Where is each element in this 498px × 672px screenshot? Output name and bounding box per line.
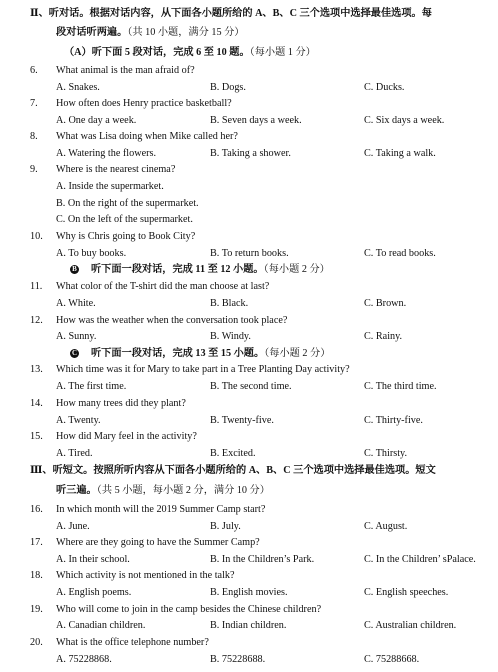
option-b[interactable]: B. English movies. [210,587,288,598]
question-14: 14. How many trees did they plant? [30,398,186,409]
question-17: 17. Where are they going to have the Summer Camp? [30,537,260,548]
question-12: 12. How was the weather when the conversation took place? [30,315,288,326]
question-9-option-b [0,196,498,212]
question-12-options [0,329,498,345]
part-c-marker-icon: C [71,349,78,358]
question-10-options [0,246,498,262]
part-a-heading [0,45,498,61]
option-a[interactable]: A. One day a week. [56,115,137,126]
option-a[interactable]: A. Snakes. [56,82,100,93]
option-c[interactable]: C. Australian children. [364,620,457,631]
part-b-marker-icon: B [70,265,79,274]
option-b[interactable]: B. To return books. [210,248,289,259]
option-c[interactable]: C. Brown. [364,298,407,309]
question-11: 11. What color of the T-shirt did the man choose at last? [30,281,270,292]
option-a[interactable]: A. Twenty. [56,415,101,426]
question-14-options [0,413,498,429]
question-18-options [0,585,498,601]
option-a[interactable]: A. Sunny. [56,331,97,342]
option-b[interactable]: B. July. [210,521,241,532]
section-2-title-line2 [0,25,498,41]
section-3-title-text: Ⅲ、听短文。按照所听内容从下面各小题所给的 A、B、C 三个选项中选择最佳选项。短文 [30,465,436,476]
option-b[interactable]: B. Windy. [210,331,251,342]
option-c[interactable]: C. 75288668. [364,654,420,665]
section-2-title-line2-text: 段对话听两遍。（共 10 小题，满分 15 分） [56,27,245,38]
option-c[interactable]: C. Ducks. [364,82,405,93]
question-9-option-c [0,212,498,228]
option-c[interactable]: C. On the left of the supermarket. [56,214,193,225]
question-7: 7. How often does Henry practice basketball? [30,98,232,109]
option-c[interactable]: C. August. [364,521,408,532]
option-a[interactable]: A. Tired. [56,448,93,459]
part-b-heading [0,262,498,278]
option-a[interactable]: A. White. [56,298,96,309]
question-19-options [0,618,498,634]
option-b[interactable]: B. Black. [210,298,249,309]
option-c[interactable]: C. Thirty-five. [364,415,423,426]
question-9-option-a [0,179,498,195]
option-c[interactable]: C. The third time. [364,381,437,392]
option-a[interactable]: A. The first time. [56,381,127,392]
question-17-options [0,552,498,568]
section-2-title-text: Ⅱ、听对话。根据对话内容，从下面各小题所给的 A、B、C 三个选项中选择最佳选项。每 [30,8,432,19]
option-c[interactable]: C. Rainy. [364,331,403,342]
option-c[interactable]: C. English speeches. [364,587,449,598]
question-20: 20. What is the office telephone number? [30,637,209,648]
part-a-heading-text: （A）听下面 5 段对话，完成 6 至 10 题。（每小题 1 分） [64,47,316,58]
section-3-title-line2 [0,483,498,499]
question-8: 8. What was Lisa doing when Mike called her? [30,131,238,142]
option-b[interactable]: B. Dogs. [210,82,246,93]
part-b-heading-text: B 听下面一段对话，完成 11 至 12 小题。（每小题 2 分） [70,262,330,278]
question-20-options [0,652,498,668]
section-3-title-line2-text: 听三遍。（共 5 小题，每小题 2 分，满分 10 分） [56,485,270,496]
question-10: 10. Why is Chris going to Book City? [30,231,196,242]
option-c[interactable]: C. Thirsty. [364,448,408,459]
option-a[interactable]: A. June. [56,521,90,532]
option-a[interactable]: A. Canadian children. [56,620,146,631]
option-c[interactable]: C. To read books. [364,248,436,259]
option-b[interactable]: B. Taking a shower. [210,148,291,159]
section-2-title [0,6,498,22]
question-15: 15. How did Mary feel in the activity? [30,431,197,442]
option-a[interactable]: A. Inside the supermarket. [56,181,164,192]
question-15-options [0,446,498,462]
question-7-options [0,113,498,129]
option-a[interactable]: A. 75228868. [56,654,112,665]
question-16: 16. In which month will the 2019 Summer Camp start? [30,504,266,515]
question-6-options [0,80,498,96]
question-8-options [0,146,498,162]
option-b[interactable]: B. On the right of the supermarket. [56,198,199,209]
question-19: 19. Who will come to join in the camp besides the Chinese children? [30,604,322,615]
question-13: 13. Which time was it for Mary to take part in a Tree Planting Day activity? [30,364,350,375]
option-a[interactable]: A. English poems. [56,587,132,598]
part-c-heading [0,346,498,362]
question-16-options [0,519,498,535]
question-6: 6. What animal is the man afraid of? [30,65,195,76]
option-a[interactable]: A. Watering the flowers. [56,148,156,159]
option-c[interactable]: C. Taking a walk. [364,148,436,159]
option-c[interactable]: C. In the Children’ sPalace. [364,554,476,565]
question-11-options [0,296,498,312]
option-b[interactable]: B. Indian children. [210,620,287,631]
question-9: 9. Where is the nearest cinema? [30,164,176,175]
option-b[interactable]: B. Excited. [210,448,256,459]
part-c-heading-text: C 听下面一段对话，完成 13 至 15 小题。（每小题 2 分） [71,348,331,359]
option-b[interactable]: B. Seven days a week. [210,115,302,126]
question-18: 18. Which activity is not mentioned in the talk? [30,570,235,581]
option-a[interactable]: A. In their school. [56,554,130,565]
option-b[interactable]: B. The second time. [210,381,292,392]
section-3-title [0,463,498,479]
option-b[interactable]: B. 75228688. [210,654,266,665]
option-b[interactable]: B. Twenty-five. [210,415,274,426]
option-c[interactable]: C. Six days a week. [364,115,445,126]
question-13-options [0,379,498,395]
option-b[interactable]: B. In the Children’s Park. [210,554,315,565]
option-a[interactable]: A. To buy books. [56,248,127,259]
